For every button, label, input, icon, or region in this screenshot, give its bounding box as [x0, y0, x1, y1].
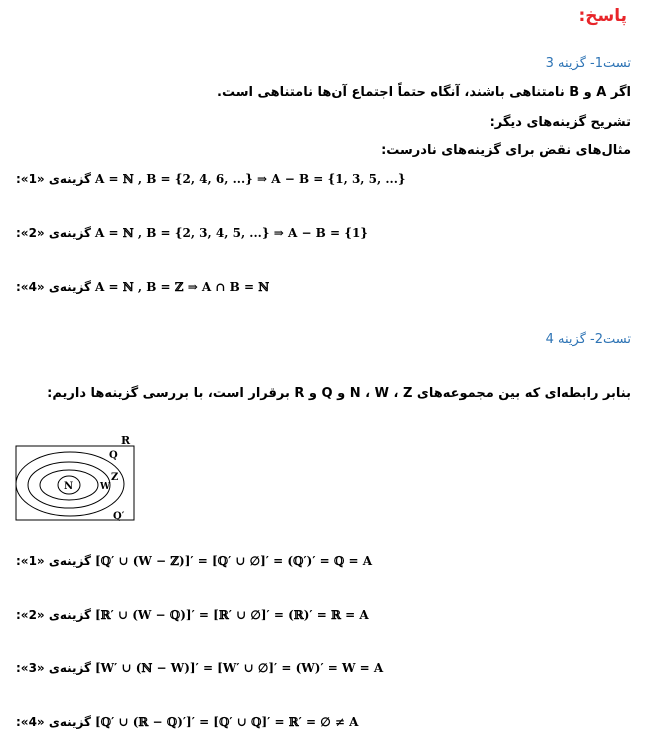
test1-title: تست1- گزینه 3: [545, 56, 631, 71]
option-expression: [ℝ′ ∪ (W − ℚ)]′ = [ℝ′ ∪ ∅]′ = (ℝ)′ = ℝ = A: [94, 608, 369, 622]
test2-option-3: [16, 661, 383, 675]
test1-counter-examples: مثال‌های نقض برای گزینه‌های نادرست:: [381, 143, 631, 158]
option-label: گزینه‌ی «1»:: [16, 554, 91, 568]
option-label: گزینه‌ی «1»:: [16, 172, 91, 186]
test2-statement: بنابر رابطه‌ای که بین مجموعه‌های N ، W ، Z و Q و R برقرار است، با بررسی گزینه‌ها داریم:: [47, 386, 631, 401]
test2-option-4: [16, 715, 358, 729]
test1-option-4: [16, 280, 269, 294]
label-w: W: [100, 482, 111, 492]
option-label: گزینه‌ی «3»:: [16, 661, 91, 675]
option-expression: [ℚ′ ∪ (ℝ − ℚ)′]′ = [ℚ′ ∪ ℚ]′ = ℝ′ = ∅ ≠ A: [94, 715, 359, 729]
label-q: Q: [109, 450, 118, 461]
option-label: گزینه‌ی «4»:: [16, 280, 91, 294]
label-z: Z: [111, 472, 119, 483]
option-expression: [ℚ′ ∪ (W − ℤ)]′ = [ℚ′ ∪ ∅]′ = (ℚ′)′ = ℚ = A: [94, 554, 373, 568]
option-label: گزینه‌ی «4»:: [16, 715, 91, 729]
option-label: گزینه‌ی «2»:: [16, 226, 91, 240]
option-expression: A = ℕ , B = {2, 4, 6, ...} ⇒ A − B = {1, 3, 5, ...}: [94, 172, 406, 186]
label-n: N: [64, 481, 74, 492]
test1-option-1: [16, 172, 406, 186]
test2-title: تست2- گزینه 4: [545, 332, 631, 347]
test1-option-2: [16, 226, 368, 240]
number-sets-diagram: [12, 432, 140, 524]
option-expression: [W′ ∪ (ℕ − W)]′ = [W′ ∪ ∅]′ = (W)′ = W = A: [94, 661, 384, 675]
test1-statement: اگر A و B نامتناهی باشند، آنگاه حتماً اجتماع آن‌ها نامتناهی است.: [217, 85, 631, 100]
option-expression: A = ℕ , B = ℤ ⇒ A ∩ B = ℕ: [94, 280, 270, 294]
option-expression: A = ℕ , B = {2, 3, 4, 5, ...} ⇒ A − B = {1}: [94, 226, 369, 240]
label-q-prime: Q′: [113, 511, 125, 522]
test2-option-2: [16, 608, 369, 622]
option-label: گزینه‌ی «2»:: [16, 608, 91, 622]
test2-option-1: [16, 554, 372, 568]
answer-header: پاسخ:: [578, 6, 627, 26]
test1-explain: تشریح گزینه‌های دیگر:: [489, 115, 631, 130]
label-r: R: [121, 434, 131, 447]
